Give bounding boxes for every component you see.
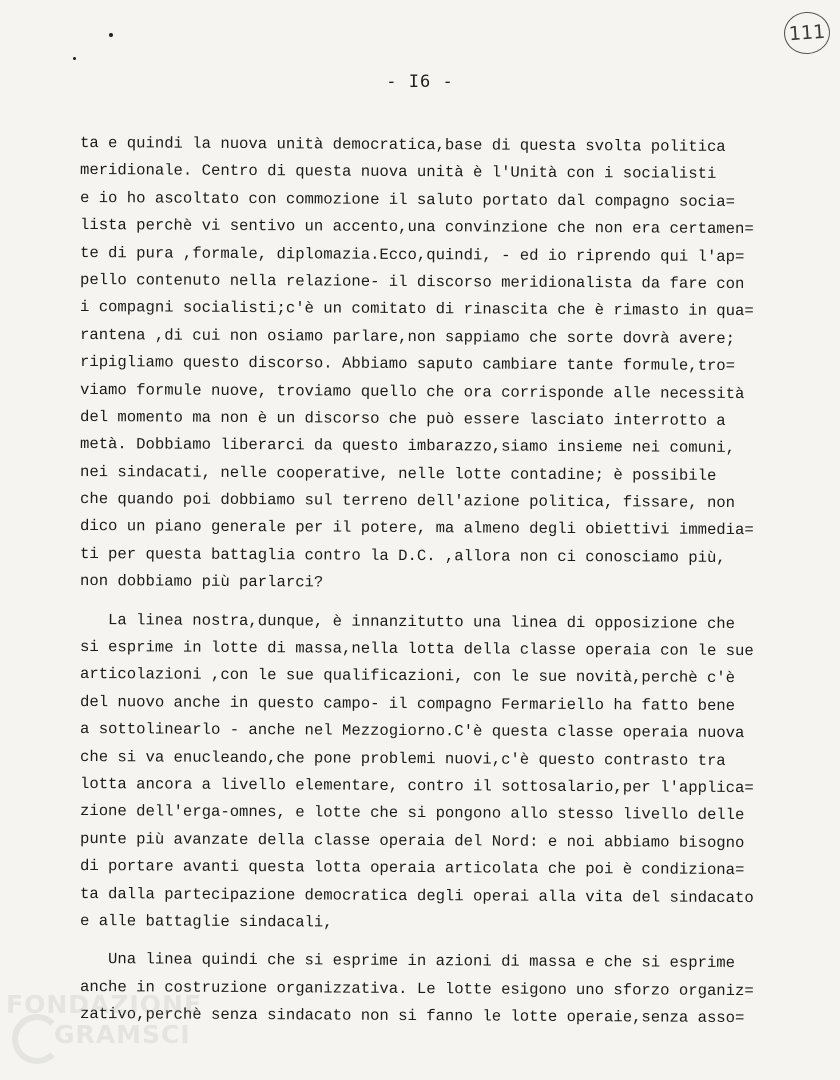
text-line: e alle battaglie sindacali, <box>79 911 333 932</box>
paragraph <box>80 130 800 596</box>
text-line: del momento ma non è un discorso che può essere lasciato interrotto a <box>79 407 726 430</box>
watermark-logo-icon <box>12 1014 62 1064</box>
text-line: ta dalla partecipazione democratica degli operai alla vita del sindacato <box>79 884 754 907</box>
text-line: anche in costruzione organizzativa. Le lotte esigono uno sforzo organiz= <box>79 977 754 1000</box>
text-line: ripigliamo questo discorso. Abbiamo saputo cambiare tante formule,tro= <box>79 353 736 376</box>
page-number: - I6 - <box>386 72 454 92</box>
text-line: che si va enucleando,che pone problemi nuovi,c'è questo contrasto tra <box>79 747 726 770</box>
text-line: che quando poi dobbiamo sul terreno dell'azione politica, fissare, non <box>79 490 736 513</box>
text-line: di portare avanti questa lotta operaia articolata che poi è condiziona= <box>79 857 745 880</box>
text-line: ta e quindi la nuova unità democratica,base di questa svolta politica <box>79 134 726 156</box>
text-line: viamo formule nuove, troviamo quello che ora corrisponde alle necessità <box>79 380 745 403</box>
text-line: La linea nostra,dunque, è innanzitutto una linea di opposizione che <box>79 610 736 633</box>
text-line: e io ho ascoltato con commozione il saluto portato dal compagno socia= <box>79 188 736 211</box>
text-line: Una linea quindi che si esprime in azioni di massa e che si esprime <box>79 950 736 973</box>
text-line: zativo,perchè senza sindacato non si fanno le lotte operaie,senza asso= <box>79 1005 745 1028</box>
fondazione-gramsci-watermark <box>6 990 226 1070</box>
watermark-line-2: GRAMSCI <box>54 1020 191 1049</box>
paragraph <box>80 607 800 936</box>
text-line: articolazioni ,con le sue qualificazioni, con le sue novità,perchè c'è <box>79 665 736 688</box>
text-line: meridionale. Centro di questa nuova unità è l'Unità con i socialisti <box>79 161 717 184</box>
text-line: metà. Dobbiamo liberarci da questo imbarazzo,siamo insieme nei comuni, <box>79 435 736 458</box>
text-line: punte più avanzate della classe operaia del Nord: e noi abbiamo bisogno <box>79 829 745 852</box>
text-line: pello contenuto nella relazione- il discorso meridionalista da fare con <box>79 270 745 294</box>
text-line: ti per questa battaglia contro la D.C. ,allora non ci conosciamo più, <box>79 544 726 567</box>
text-line: te di pura ,formale, diplomazia.Ecco,quindi, - ed io riprendo qui l'ap= <box>79 243 745 266</box>
text-line: zione dell'erga-omnes, e lotte che si pongono allo stesso livello delle <box>79 802 745 825</box>
text-line: si esprime in lotte di massa,nella lotta della classe operaia con le sue <box>79 638 754 661</box>
ink-dot <box>73 57 76 60</box>
watermark-line-1: FONDAZIONE <box>6 990 203 1019</box>
text-line: nei sindacati, nelle cooperative, nelle lotte contadine; è possibile <box>79 462 717 485</box>
text-line: lotta ancora a livello elementare, contro il sottosalario,per l'applica= <box>79 774 754 798</box>
text-line: dico un piano generale per il potere, ma almeno degli obiettivi immedia= <box>79 517 754 540</box>
archive-stamp-number: 111 <box>783 10 832 55</box>
typewritten-text <box>80 130 800 1029</box>
text-line: a sottolinearlo - anche nel Mezzogiorno.C'è questa classe operaia nuova <box>79 720 745 743</box>
ink-dot <box>109 33 113 37</box>
text-line: i compagni socialisti;c'è un comitato di rinascita che è rimasto in qua= <box>79 298 754 321</box>
text-line: del nuovo anche in questo campo- il compagno Fermariello ha fatto bene <box>79 692 736 715</box>
text-line: lista perchè vi sentivo un accento,una convinzione che non era certamen= <box>79 216 754 239</box>
text-line: non dobbiamo più parlarci? <box>79 572 324 592</box>
text-line: rantena ,di cui non osiamo parlare,non sappiamo che sorte dovrà avere; <box>79 325 736 348</box>
